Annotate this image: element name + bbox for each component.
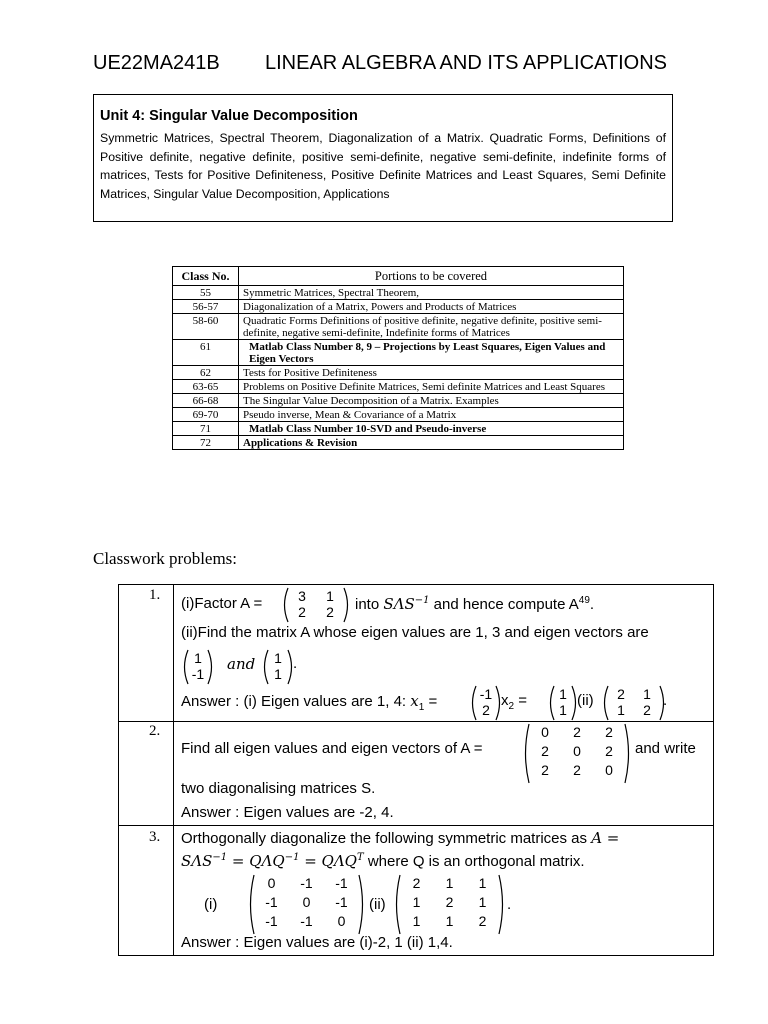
problem-3 bbox=[119, 825, 713, 956]
matrix-cell: 2 bbox=[445, 894, 454, 910]
table-row bbox=[173, 436, 624, 450]
text: = bbox=[514, 692, 527, 709]
text: Orthogonally diagonalize the following symmetric matrices as bbox=[181, 830, 592, 847]
math-superscript: T bbox=[356, 852, 364, 863]
table-row bbox=[173, 300, 624, 314]
portions-header: Portions to be covered bbox=[239, 267, 624, 286]
matrix-a bbox=[522, 723, 632, 784]
matrix-cell: 2 bbox=[605, 743, 613, 759]
class-no: 55 bbox=[173, 286, 239, 300]
left-paren bbox=[285, 588, 289, 622]
matrix-cell: 1 bbox=[478, 875, 487, 891]
class-no: 66-68 bbox=[173, 394, 239, 408]
matrix-cell: -1 bbox=[335, 875, 348, 891]
problem-1-line-2: (ii)Find the matrix A whose eigen values are 1, 3 and eigen vectors are bbox=[181, 624, 649, 641]
problem-number: 3. bbox=[149, 829, 161, 845]
problem-1-line-1 bbox=[181, 595, 262, 612]
class-no: 61 bbox=[173, 340, 239, 366]
matrix-cell: 1 bbox=[274, 666, 282, 682]
left-paren bbox=[397, 875, 401, 934]
portion: Diagonalization of a Matrix, Powers and Products of Matrices bbox=[239, 300, 624, 314]
problem-3-line-2 bbox=[181, 852, 585, 870]
right-paren bbox=[496, 686, 500, 720]
matrix-cell: 1 bbox=[617, 702, 625, 718]
matrix-cell: 2 bbox=[298, 604, 306, 620]
right-paren bbox=[572, 686, 576, 720]
unit-topics: Symmetric Matrices, Spectral Theorem, Diagonalization of a Matrix. Quadratic Forms, Definitions of Positive definite, negative definite, positive semi-definite, negative semi-definite, indefinite forms of matrices, Tests for Positive Definiteness, Positive Definite Matrices and Least Squares, Semi Definite Matrices, Singular Value Decomposition, Applications bbox=[100, 131, 666, 201]
matrix-cell: 2 bbox=[643, 702, 651, 718]
problem-2-line-2: two diagonalising matrices S. bbox=[181, 780, 376, 797]
math-text: SΛS bbox=[383, 595, 415, 613]
matrix-cell: 3 bbox=[298, 588, 306, 604]
class-no: 56-57 bbox=[173, 300, 239, 314]
problem-2-line-1: Find all eigen values and eigen vectors of A = bbox=[181, 740, 483, 757]
answer-1 bbox=[181, 692, 437, 713]
matrix-ii bbox=[393, 874, 506, 935]
left-paren bbox=[605, 686, 609, 720]
matrix-cell: 1 bbox=[412, 913, 421, 929]
math-superscript: −1 bbox=[284, 852, 300, 863]
answer-matrix bbox=[601, 685, 667, 721]
matrix-cell: 1 bbox=[326, 588, 334, 604]
unit-heading: Unit 4: Singular Value Decomposition bbox=[100, 108, 358, 124]
portion: Problems on Positive Definite Matrices, Semi definite Matrices and Least Squares bbox=[239, 380, 624, 394]
problems-table bbox=[118, 584, 714, 956]
matrix-cell: 1 bbox=[559, 702, 567, 718]
portion: The Singular Value Decomposition of a Matrix. Examples bbox=[239, 394, 624, 408]
problem-2 bbox=[119, 721, 713, 824]
problem-3-line-1 bbox=[181, 829, 619, 847]
portion: Pseudo inverse, Mean & Covariance of a Matrix bbox=[239, 408, 624, 422]
table-row bbox=[173, 314, 624, 340]
matrix-cell: 2 bbox=[617, 686, 625, 702]
text: where Q is an orthogonal matrix. bbox=[363, 853, 585, 870]
problem-number: 1. bbox=[149, 587, 161, 603]
matrix-brackets bbox=[601, 685, 667, 721]
matrix-brackets bbox=[281, 587, 351, 623]
math-superscript: −1 bbox=[414, 595, 430, 606]
classwork-label: Classwork problems: bbox=[93, 549, 238, 568]
math-text: x bbox=[410, 692, 419, 710]
right-paren bbox=[288, 650, 292, 684]
matrix-cell: 2 bbox=[478, 913, 487, 929]
problem-2-line-1-end: and write bbox=[635, 740, 696, 757]
right-paren bbox=[359, 875, 363, 934]
unit-summary-box bbox=[93, 94, 673, 222]
matrix-cell: -1 bbox=[479, 686, 493, 702]
table-row bbox=[173, 422, 624, 436]
answer-text: Answer : (i) Eigen values are 1, 4: bbox=[181, 693, 411, 710]
matrix-cell: 0 bbox=[337, 913, 346, 929]
class-no: 62 bbox=[173, 366, 239, 380]
right-paren bbox=[499, 875, 503, 934]
matrix-cell: -1 bbox=[300, 913, 313, 929]
matrix-cell: 0 bbox=[302, 894, 311, 910]
matrix-cell: 2 bbox=[573, 762, 581, 778]
matrix-cell: 0 bbox=[267, 875, 276, 891]
class-no: 72 bbox=[173, 436, 239, 450]
left-paren bbox=[526, 724, 530, 783]
superscript: 49 bbox=[578, 595, 590, 606]
matrix-cell: -1 bbox=[191, 666, 205, 682]
portion: Tests for Positive Definiteness bbox=[239, 366, 624, 380]
text: x bbox=[501, 692, 509, 709]
matrix-cell: 0 bbox=[541, 724, 549, 740]
left-paren bbox=[251, 875, 255, 934]
eigen-vector-2 bbox=[261, 649, 298, 685]
class-no-header: Class No. bbox=[173, 267, 239, 286]
text: (i)Factor A = bbox=[181, 595, 263, 612]
matrix-cell: -1 bbox=[335, 894, 348, 910]
matrix-cell: 2 bbox=[482, 702, 490, 718]
matrix-cell: 2 bbox=[326, 604, 334, 620]
and-text: and bbox=[227, 655, 256, 673]
math-text: = QΛQ bbox=[299, 852, 357, 870]
portion: Matlab Class Number 8, 9 – Projections by Least Squares, Eigen Values and Eigen Vectors bbox=[239, 340, 624, 366]
schedule-table bbox=[172, 266, 624, 450]
subscript: 2 bbox=[508, 701, 515, 712]
class-no: 63-65 bbox=[173, 380, 239, 394]
matrix-cell: 2 bbox=[412, 875, 421, 891]
table-row bbox=[173, 408, 624, 422]
text: = bbox=[424, 693, 438, 710]
matrix-cell: 1 bbox=[478, 894, 487, 910]
left-paren bbox=[473, 686, 477, 720]
matrix-cell: 0 bbox=[573, 743, 581, 759]
portion: Matlab Class Number 10-SVD and Pseudo-inverse bbox=[239, 422, 624, 436]
matrix-cell: 1 bbox=[274, 650, 282, 666]
course-code: UE22MA241B bbox=[93, 52, 220, 74]
portion: Applications & Revision bbox=[239, 436, 624, 450]
portion: Quadratic Forms Definitions of positive definite, negative definite, positive semi-definite, negative semi-definite, Indefinite forms of Matrices bbox=[239, 314, 624, 340]
right-paren bbox=[625, 724, 629, 783]
math-text: A = bbox=[591, 829, 620, 847]
left-paren bbox=[265, 650, 269, 684]
subscript: 1 bbox=[418, 702, 425, 713]
math-text: = QΛQ bbox=[227, 852, 285, 870]
text: and hence compute A bbox=[429, 596, 579, 613]
class-no: 71 bbox=[173, 422, 239, 436]
matrix-cell: 2 bbox=[573, 724, 581, 740]
matrix-cell: 1 bbox=[194, 650, 202, 666]
text: . bbox=[663, 692, 668, 709]
table-row bbox=[173, 286, 624, 300]
class-no: 58-60 bbox=[173, 314, 239, 340]
table-row bbox=[173, 340, 624, 366]
matrix-cell: 1 bbox=[445, 875, 454, 891]
schedule-header-row bbox=[173, 267, 624, 286]
table-row bbox=[173, 394, 624, 408]
right-paren bbox=[344, 588, 348, 622]
math-text: SΛS bbox=[181, 852, 213, 870]
text: . bbox=[293, 655, 298, 672]
left-paren bbox=[185, 650, 189, 684]
text: . bbox=[507, 896, 512, 913]
answer-3: Answer : Eigen values are (i)-2, 1 (ii) 1,4. bbox=[181, 934, 453, 951]
matrix-cell: 2 bbox=[541, 743, 549, 759]
matrix-cell: 1 bbox=[412, 894, 421, 910]
matrix-i bbox=[247, 874, 366, 935]
answer-1b bbox=[501, 692, 527, 712]
matrix-cell: 0 bbox=[605, 762, 613, 778]
text: into bbox=[355, 596, 384, 613]
matrix-cell: 2 bbox=[605, 724, 613, 740]
eigen-vector-1 bbox=[181, 649, 215, 685]
problem-number: 2. bbox=[149, 723, 161, 739]
problem-1-line-1b bbox=[355, 595, 594, 613]
math-superscript: −1 bbox=[212, 852, 228, 863]
matrix-cell: -1 bbox=[265, 913, 278, 929]
right-paren bbox=[208, 650, 212, 684]
eigen-vector-x1 bbox=[469, 685, 503, 721]
matrix-cell: -1 bbox=[265, 894, 278, 910]
portion: Symmetric Matrices, Spectral Theorem, bbox=[239, 286, 624, 300]
answer-2: Answer : Eigen values are -2, 4. bbox=[181, 804, 394, 821]
class-no: 69-70 bbox=[173, 408, 239, 422]
matrix-cell: 1 bbox=[559, 686, 567, 702]
matrix-a bbox=[281, 587, 351, 623]
course-header bbox=[93, 52, 667, 75]
course-title: LINEAR ALGEBRA AND ITS APPLICATIONS bbox=[265, 52, 667, 74]
label-ii: (ii) bbox=[369, 896, 386, 913]
eigen-vector-x2 bbox=[547, 685, 579, 721]
table-row bbox=[173, 380, 624, 394]
matrix-cell: 2 bbox=[541, 762, 549, 778]
text: . bbox=[589, 596, 595, 613]
matrix-cell: -1 bbox=[300, 875, 313, 891]
matrix-cell: 1 bbox=[643, 686, 651, 702]
matrix-cell: 1 bbox=[445, 913, 454, 929]
label-i: (i) bbox=[204, 896, 218, 913]
text: (ii) bbox=[577, 692, 594, 709]
table-row bbox=[173, 366, 624, 380]
